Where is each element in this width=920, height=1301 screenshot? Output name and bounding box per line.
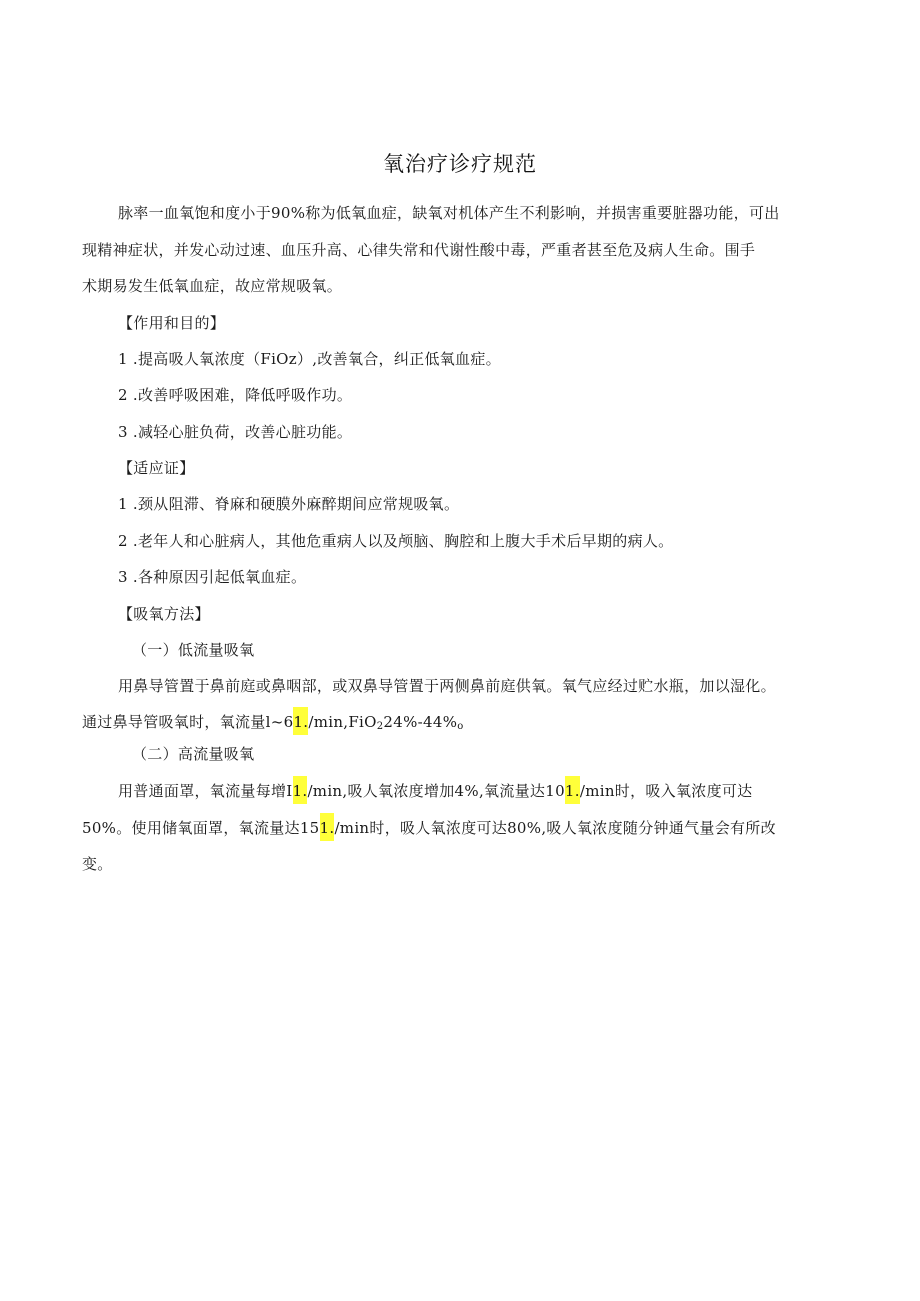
intro-line-3: 术期易发生低氧血症，故应常规吸氧。 (82, 277, 343, 295)
high-flow-line-3: 变。 (82, 855, 113, 873)
section-heading-indications: 【适应证】 (118, 459, 195, 477)
low-flow-line-2: 通过鼻导管吸氧时，氧流量$l\sim 61./\min,FiO_224\%-44\%_o$ (82, 712, 464, 737)
document-title: 氧治疗诊疗规范 (383, 152, 537, 176)
intro-line-1: 脉率一血氧饱和度小于90%称为低氧血症，缺氧对机体产生不利影响，并损害重要脏器功能，可出 (118, 204, 780, 222)
highlight-mark: 1. (565, 776, 580, 804)
highlight-mark: 1. (293, 707, 308, 735)
section-heading-purpose: 【作用和目的】 (118, 314, 226, 332)
subsection-heading-high-flow: （二）高流量吸氧 (132, 745, 255, 763)
purpose-item-1: 1 .提高吸人氧浓度（FiOz）,改善氧合，纠正低氧血症。 (118, 350, 501, 368)
highlight-mark: 1. (293, 776, 308, 804)
high-flow-line-2: 50%。使用储氧面罩，氧流量达151./min时，吸人氧浓度可达80%,吸人氧浓度随分钟通气量会有所改 (82, 818, 776, 838)
subsection-heading-low-flow: （一）低流量吸氧 (132, 641, 255, 659)
highlight-mark: 1. (320, 813, 335, 841)
intro-line-2: 现精神症状，并发心动过速、血压升高、心律失常和代谢性酸中毒，严重者甚至危及病人生命。围手 (82, 241, 756, 259)
low-flow-line-1: 用鼻导管置于鼻前庭或鼻咽部，或双鼻导管置于两侧鼻前庭供氧。氧气应经过贮水瓶，加以湿化。 (118, 677, 776, 695)
indication-item-1: 1 .颈从阻滞、脊麻和硬膜外麻醉期间应常规吸氧。 (118, 495, 460, 513)
purpose-item-2: 2 .改善呼吸困难，降低呼吸作功。 (118, 386, 353, 404)
section-heading-methods: 【吸氧方法】 (118, 605, 210, 623)
indication-item-3: 3 .各种原因引起低氧血症。 (118, 568, 307, 586)
purpose-item-3: 3 .减轻心脏负荷，改善心脏功能。 (118, 423, 353, 441)
high-flow-line-1: 用普通面罩，氧流量每增I1./min,吸人氧浓度增加4%,氧流量达101./min时，吸入氧浓度可达 (118, 781, 752, 801)
indication-item-2: 2 .老年人和心脏病人，其他危重病人以及颅脑、胸腔和上腹大手术后早期的病人。 (118, 532, 674, 550)
